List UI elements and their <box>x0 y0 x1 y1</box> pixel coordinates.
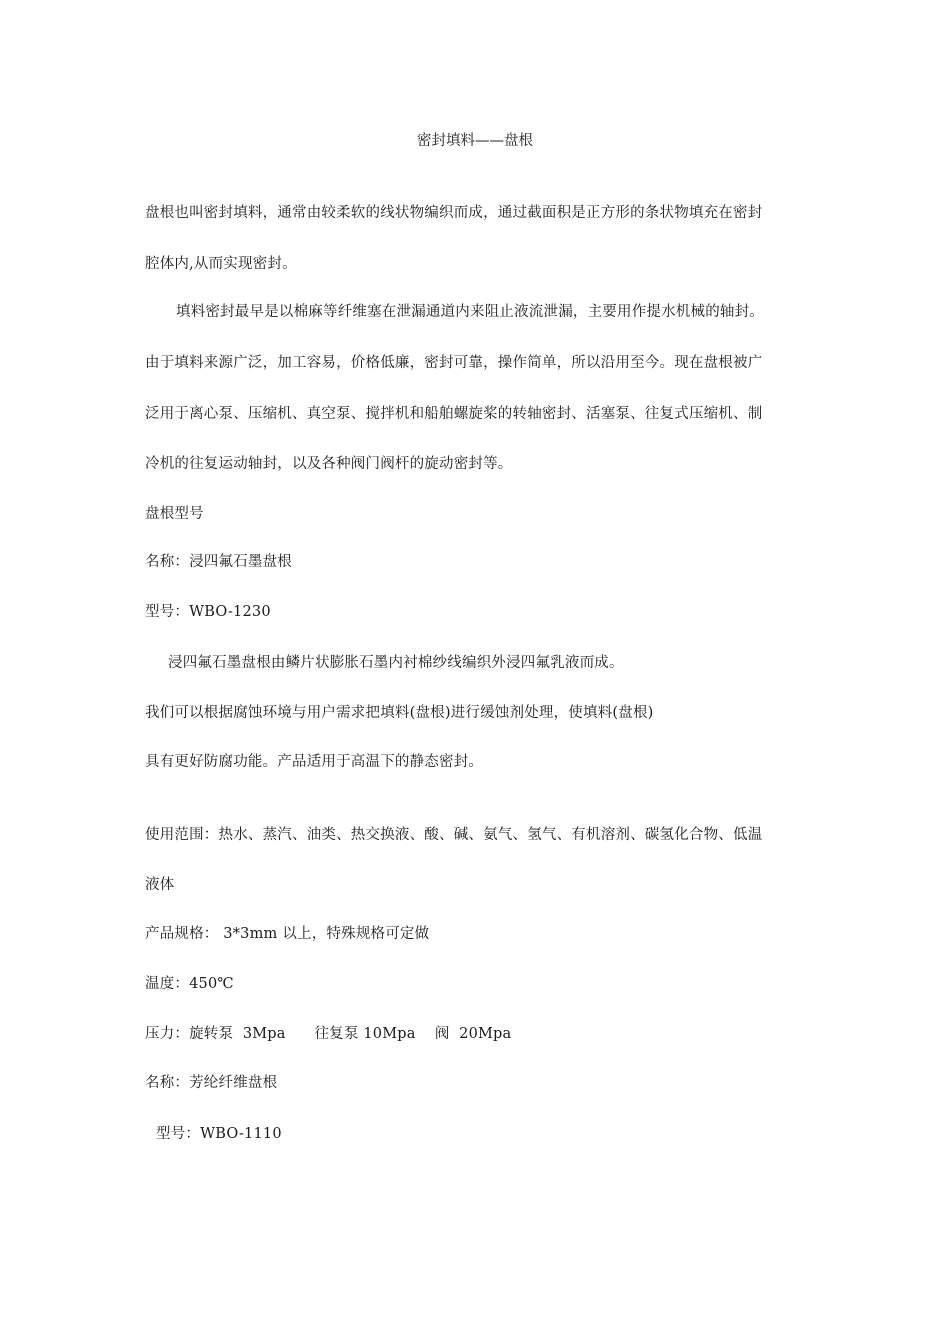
product-name-2: 名称：芳纶纤维盘根 <box>145 1075 278 1091</box>
product-name-1: 名称：浸四氟石墨盘根 <box>145 554 292 570</box>
product-spec: 产品规格： 3*3mm 以上，特殊规格可定做 <box>145 926 430 942</box>
product-model-1: 型号：WBO-1230 <box>145 604 271 620</box>
document-title: 密封填料——盘根 <box>417 133 533 149</box>
product-description-line-3: 具有更好防腐功能。产品适用于高温下的静态密封。 <box>145 754 484 770</box>
paragraph-line-5: 泛用于离心泵、压缩机、真空泵、搅拌机和船舶螺旋桨的转轴密封、活塞泵、往复式压缩机、制 <box>145 406 763 422</box>
paragraph-line-2: 腔体内,从而实现密封。 <box>145 256 297 272</box>
usage-range-line-1: 使用范围：热水、蒸汽、油类、热交换液、酸、碱、氨气、氢气、有机溶剂、碳氢化合物、低温 <box>145 827 763 843</box>
paragraph-line-1: 盘根也叫密封填料，通常由较柔软的线状物编织而成，通过截面积是正方形的条状物填充在密封 <box>145 205 763 221</box>
product-temperature: 温度：450℃ <box>145 976 234 992</box>
paragraph-line-4: 由于填料来源广泛，加工容易，价格低廉，密封可靠，操作简单，所以沿用至今。现在盘根被广 <box>145 355 763 371</box>
paragraph-line-6: 冷机的往复运动轴封，以及各种阀门阀杆的旋动密封等。 <box>145 456 513 472</box>
product-pressure: 压力：旋转泵 3Mpa 往复泵 10Mpa 阀 20Mpa <box>145 1026 512 1042</box>
paragraph-line-3: 填料密封最早是以棉麻等纤维塞在泄漏通道内来阻止液流泄漏，主要用作提水机械的轴封。 <box>176 304 764 320</box>
product-description-line-2: 我们可以根据腐蚀环境与用户需求把填料(盘根)进行缓蚀剂处理，使填料(盘根) <box>145 705 654 721</box>
usage-range-line-2: 液体 <box>145 877 175 893</box>
product-description-line-1: 浸四氟石墨盘根由鳞片状膨胀石墨内衬棉纱线编织外浸四氟乳液而成。 <box>168 655 624 671</box>
product-model-2: 型号：WBO-1110 <box>156 1126 282 1142</box>
section-heading: 盘根型号 <box>145 506 204 522</box>
